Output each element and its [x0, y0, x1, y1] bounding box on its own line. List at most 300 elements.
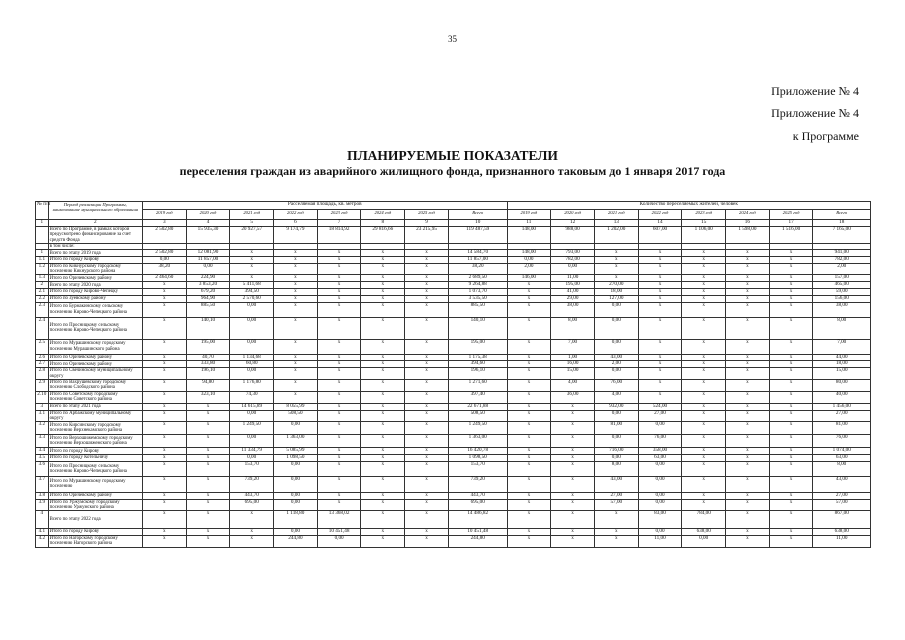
table-cell: 739,20 — [230, 476, 274, 492]
table-cell: х — [507, 368, 551, 380]
table-cell: х — [142, 295, 186, 302]
table-cell: х — [682, 302, 726, 317]
table-cell: х — [405, 361, 449, 368]
table-cell: 0,00 — [274, 499, 318, 511]
table-cell: 358,00 — [638, 448, 682, 455]
table-cell: х — [507, 529, 551, 536]
table-cell: х — [274, 275, 318, 282]
table-cell: 23 215,95 — [405, 227, 449, 244]
table-cell: х — [769, 317, 813, 339]
table-cell: х — [638, 361, 682, 368]
table-cell: х — [230, 529, 274, 536]
header-area-year-2: 2020 год — [186, 210, 230, 220]
table-cell: 11,00 — [638, 536, 682, 548]
table-cell: х — [726, 361, 770, 368]
table-cell: х — [726, 295, 770, 302]
row-number: 3.3 — [36, 435, 49, 448]
table-cell: х — [274, 257, 318, 264]
table-cell: 323,10 — [186, 391, 230, 403]
table-cell: 224,90 — [186, 275, 230, 282]
table-cell: х — [551, 410, 595, 422]
header-area-year-3: 2021 год — [230, 210, 274, 220]
table-cell: х — [142, 391, 186, 403]
header-area-year-8: Всего — [448, 210, 507, 220]
table-cell: х — [682, 391, 726, 403]
table-row — [36, 379, 871, 391]
table-cell: х — [317, 391, 361, 403]
table-cell: х — [361, 422, 405, 435]
table-cell: х — [551, 448, 595, 455]
table-cell: х — [726, 403, 770, 410]
table-row — [36, 317, 871, 339]
table-cell: 0,00 — [186, 263, 230, 275]
table-cell: х — [405, 492, 449, 499]
table-cell: 195,00 — [186, 339, 230, 354]
table-cell: 63,00 — [813, 455, 871, 462]
table-cell: х — [769, 302, 813, 317]
row-number: 3.6 — [36, 461, 49, 476]
table-cell: 60,80 — [230, 361, 274, 368]
table-cell: х — [142, 476, 186, 492]
table-cell: х — [769, 403, 813, 410]
header-people-year-2: 2020 год — [551, 210, 595, 220]
table-cell: х — [317, 263, 361, 275]
table-cell: х — [361, 368, 405, 380]
table-cell: 44,00 — [813, 354, 871, 361]
table-cell: 394,60 — [448, 361, 507, 368]
table-cell: х — [405, 250, 449, 257]
table-row — [36, 476, 871, 492]
table-cell: х — [274, 354, 318, 361]
table-cell: х — [594, 250, 638, 257]
table-cell: 0,00 — [142, 257, 186, 264]
table-row — [36, 410, 871, 422]
table-cell: х — [726, 529, 770, 536]
row-number: 2.6 — [36, 354, 49, 361]
table-cell: х — [361, 263, 405, 275]
table-cell: 638,00 — [813, 529, 871, 536]
header-people-year-3: 2021 год — [594, 210, 638, 220]
table-cell: х — [317, 448, 361, 455]
table-row — [36, 339, 871, 354]
table-cell: х — [638, 354, 682, 361]
table-cell: х — [769, 511, 813, 529]
row-number: 2.1 — [36, 289, 49, 296]
table-cell: 867,00 — [813, 511, 871, 529]
table-cell: х — [769, 448, 813, 455]
table-cell: 0,00 — [682, 536, 726, 548]
table-cell: х — [726, 455, 770, 462]
table-cell: х — [551, 422, 595, 435]
column-number: 17 — [769, 220, 813, 227]
table-cell: 0,00 — [551, 263, 595, 275]
table-cell: 1 098,50 — [448, 455, 507, 462]
table-cell: х — [638, 317, 682, 339]
table-cell: х — [769, 361, 813, 368]
table-cell: 1 271,60 — [448, 379, 507, 391]
table-cell: х — [317, 257, 361, 264]
table-cell: х — [726, 289, 770, 296]
table-cell: 27,00 — [813, 410, 871, 422]
table-cell: 156,00 — [813, 295, 871, 302]
table-cell: х — [142, 361, 186, 368]
table-cell: х — [142, 455, 186, 462]
table-cell: х — [726, 511, 770, 529]
row-number: 3.9 — [36, 499, 49, 511]
table-cell: х — [551, 455, 595, 462]
table-row — [36, 422, 871, 435]
row-name: Итого по Нагорскому городскому поселению Нагорского района — [48, 536, 142, 548]
table-cell: 29 816,66 — [361, 227, 405, 244]
table-cell: х — [507, 282, 551, 289]
table-cell: х — [317, 461, 361, 476]
table-cell: х — [274, 368, 318, 380]
table-cell: 0,00 — [594, 302, 638, 317]
table-cell: х — [682, 317, 726, 339]
table-cell: х — [142, 511, 186, 529]
table-cell: х — [274, 361, 318, 368]
table-cell: 885,50 — [448, 302, 507, 317]
table-cell: х — [682, 354, 726, 361]
table-cell: 397,40 — [448, 391, 507, 403]
table-cell: х — [361, 379, 405, 391]
row-name: Итого по городу Кирово-Чепецку — [48, 289, 142, 296]
document-title: ПЛАНИРУЕМЫЕ ПОКАЗАТЕЛИ — [347, 148, 558, 163]
table-cell: 0,00 — [274, 476, 318, 492]
table-cell: х — [682, 263, 726, 275]
table-cell: х — [507, 361, 551, 368]
table-cell: х — [551, 529, 595, 536]
indicators-table — [35, 201, 871, 548]
row-name: Итого по Оричевскому району — [48, 354, 142, 361]
page-number: 35 — [448, 34, 457, 44]
row-name: Всего по этапу 2019 года — [48, 250, 142, 257]
table-cell: 5 411,68 — [230, 282, 274, 289]
table-cell: х — [769, 492, 813, 499]
table-cell: х — [142, 422, 186, 435]
table-cell: 27,00 — [638, 410, 682, 422]
table-cell: х — [638, 302, 682, 317]
table-cell: х — [230, 257, 274, 264]
row-number: 3.7 — [36, 476, 49, 492]
table-cell: х — [142, 499, 186, 511]
table-cell: х — [638, 339, 682, 354]
table-row — [36, 536, 871, 548]
row-number: 4.1 — [36, 529, 49, 536]
row-number: 3.2 — [36, 422, 49, 435]
table-cell: 38,20 — [448, 263, 507, 275]
table-cell: х — [405, 257, 449, 264]
table-cell: 18,00 — [813, 361, 871, 368]
table-cell: 1 106,00 — [682, 227, 726, 244]
table-cell: 146,00 — [507, 275, 551, 282]
table-row — [36, 263, 871, 275]
table-cell: 14 615,89 — [230, 403, 274, 410]
table-row — [36, 435, 871, 448]
table-row — [36, 302, 871, 317]
table-cell: х — [726, 250, 770, 257]
table-cell: х — [769, 476, 813, 492]
row-name: Итого по Кикнурскому городскому поселению Кикнурского района — [48, 263, 142, 275]
table-cell: 0,00 — [230, 455, 274, 462]
table-cell: х — [405, 354, 449, 361]
table-cell: 1 363,00 — [448, 435, 507, 448]
table-cell: х — [638, 263, 682, 275]
table-cell: х — [361, 455, 405, 462]
table-cell: х — [551, 536, 595, 548]
table-cell: х — [405, 295, 449, 302]
table-cell: 244,80 — [448, 536, 507, 548]
table-cell: 524,00 — [638, 403, 682, 410]
table-cell: 0,00 — [274, 492, 318, 499]
table-cell: 57,00 — [594, 499, 638, 511]
table-cell: х — [361, 275, 405, 282]
header-people-year-7: 2025 год — [769, 210, 813, 220]
table-cell: х — [769, 536, 813, 548]
row-number: 2.10 — [36, 391, 49, 403]
table-cell: 0,00 — [638, 476, 682, 492]
table-cell: х — [361, 536, 405, 548]
table-cell: х — [507, 354, 551, 361]
table-cell: 333,80 — [186, 361, 230, 368]
table-cell: 8 055,99 — [274, 403, 318, 410]
table-cell: х — [769, 282, 813, 289]
table-cell: 18 814,92 — [317, 227, 361, 244]
table-cell: 76,00 — [594, 379, 638, 391]
table-cell: х — [274, 339, 318, 354]
table-cell: х — [682, 435, 726, 448]
table-cell: х — [317, 435, 361, 448]
table-cell: 81,00 — [813, 422, 871, 435]
table-cell: х — [682, 455, 726, 462]
table-row — [36, 511, 871, 529]
column-number: 7 — [317, 220, 361, 227]
table-cell: 679,20 — [186, 289, 230, 296]
table-cell: х — [638, 275, 682, 282]
table-cell: х — [361, 289, 405, 296]
row-name: Итого по Уржумскому городскому поселению Уржумского района — [48, 499, 142, 511]
row-name: Итого по Вахрушевскому городскому поселению Слободского района — [48, 379, 142, 391]
row-number: 2.7 — [36, 361, 49, 368]
table-cell: 1 176,80 — [230, 379, 274, 391]
table-cell: 0,00 — [230, 339, 274, 354]
table-cell: х — [361, 354, 405, 361]
table-cell: 716,00 — [594, 448, 638, 455]
table-row — [36, 368, 871, 380]
table-cell: х — [142, 529, 186, 536]
table-cell: 148,00 — [507, 250, 551, 257]
table-cell: х — [507, 391, 551, 403]
table-cell: 27,00 — [594, 492, 638, 499]
column-number: 9 — [405, 220, 449, 227]
table-cell: х — [317, 410, 361, 422]
table-cell: 4,00 — [594, 391, 638, 403]
table-cell: х — [317, 339, 361, 354]
table-cell: х — [726, 422, 770, 435]
table-cell: х — [507, 461, 551, 476]
header-area-group: Расселяемая площадь, кв. метров — [142, 202, 507, 210]
table-cell: х — [405, 529, 449, 536]
header-people-year-8: Всего — [813, 210, 871, 220]
table-cell: х — [317, 499, 361, 511]
table-cell: х — [594, 536, 638, 548]
row-name: Всего по Программе, в рамках которой предусмотрено финансирование за счет средств Фонда — [48, 227, 142, 244]
table-cell: 11 857,00 — [448, 257, 507, 264]
table-cell: х — [769, 257, 813, 264]
table-cell: х — [274, 295, 318, 302]
table-row — [36, 461, 871, 476]
table-cell: 695,00 — [230, 499, 274, 511]
column-number: 13 — [594, 220, 638, 227]
table-cell: 196,10 — [448, 368, 507, 380]
table-cell: х — [769, 391, 813, 403]
table-cell: х — [186, 492, 230, 499]
header-people-year-1: 2019 год — [507, 210, 551, 220]
table-cell: х — [142, 536, 186, 548]
header-people-group: Количество переселяемых жителей, человек — [507, 202, 870, 210]
table-cell: х — [726, 379, 770, 391]
table-cell: х — [769, 410, 813, 422]
table-cell: 0,00 — [638, 529, 682, 536]
table-cell: 8,00 — [813, 461, 871, 476]
table-row — [36, 499, 871, 511]
table-cell: 0,00 — [230, 435, 274, 448]
table-cell: х — [769, 339, 813, 354]
table-cell: х — [186, 499, 230, 511]
row-number: 2 — [36, 282, 49, 289]
table-cell: 5 085,99 — [274, 448, 318, 455]
row-name: Итого по Оричевскому району — [48, 492, 142, 499]
table-cell: 11 334,79 — [230, 448, 274, 455]
table-cell: 43,00 — [594, 354, 638, 361]
table-cell: х — [317, 354, 361, 361]
table-cell: 885,50 — [186, 302, 230, 317]
table-cell: 83,00 — [638, 511, 682, 529]
table-cell: 43,00 — [813, 476, 871, 492]
table-cell: х — [682, 368, 726, 380]
row-name: Итого по Просницкому сельскому поселению Кирово-Чепецкого района — [48, 317, 142, 339]
table-cell: х — [317, 403, 361, 410]
table-cell: 40,00 — [813, 391, 871, 403]
table-cell: 0,00 — [230, 317, 274, 339]
table-cell: 0,00 — [594, 339, 638, 354]
appendix-line-3: к Программе — [792, 129, 859, 143]
table-cell: х — [405, 263, 449, 275]
table-cell: х — [682, 257, 726, 264]
table-cell: 18,00 — [594, 289, 638, 296]
table-cell: 443,70 — [230, 492, 274, 499]
table-cell: 76,00 — [813, 435, 871, 448]
table-cell: х — [682, 275, 726, 282]
row-number: 1.2 — [36, 263, 49, 275]
column-number: 12 — [551, 220, 595, 227]
column-number: 8 — [361, 220, 405, 227]
table-cell: 443,70 — [448, 492, 507, 499]
table-cell: х — [769, 354, 813, 361]
table-cell: х — [186, 422, 230, 435]
table-cell: х — [317, 289, 361, 296]
table-row — [36, 227, 871, 244]
table-cell: 14 486,82 — [448, 511, 507, 529]
table-cell: х — [507, 317, 551, 339]
table-cell: х — [317, 302, 361, 317]
row-name: Итого по Мурашинскому городскому поселению Мурашинского района — [48, 339, 142, 354]
table-cell: х — [551, 403, 595, 410]
column-number: 5 — [230, 220, 274, 227]
table-cell: х — [507, 511, 551, 529]
header-area-year-6: 2024 год — [361, 210, 405, 220]
table-cell: 11 857,00 — [186, 257, 230, 264]
table-cell: 1 249,50 — [230, 422, 274, 435]
table-cell: х — [361, 529, 405, 536]
table-cell: 1 516,00 — [769, 227, 813, 244]
row-name: Всего по этапу 2021 года — [48, 403, 142, 410]
table-cell: х — [769, 250, 813, 257]
table-cell: 784,00 — [682, 511, 726, 529]
table-cell: х — [726, 448, 770, 455]
table-cell: х — [142, 461, 186, 476]
header-people-year-4: 2022 год — [638, 210, 682, 220]
table-cell: х — [507, 379, 551, 391]
table-cell: х — [682, 499, 726, 511]
table-cell: х — [361, 461, 405, 476]
column-number: 14 — [638, 220, 682, 227]
table-cell: 3 535,50 — [448, 295, 507, 302]
table-cell: 0,00 — [274, 422, 318, 435]
table-cell: 2,00 — [813, 263, 871, 275]
row-name: Итого по Верхошижемскому городскому поселению Верхошижемского района — [48, 435, 142, 448]
table-cell: х — [361, 448, 405, 455]
table-cell: х — [594, 263, 638, 275]
table-cell: х — [769, 368, 813, 380]
row-number: 4 — [36, 511, 49, 529]
table-cell: х — [726, 257, 770, 264]
table-cell: х — [638, 295, 682, 302]
table-cell: х — [361, 361, 405, 368]
table-cell: 38,00 — [813, 302, 871, 317]
table-cell: х — [361, 476, 405, 492]
row-name: Всего по этапу 2022 года — [48, 511, 142, 529]
table-cell: 140,10 — [448, 317, 507, 339]
table-cell: х — [405, 289, 449, 296]
table-cell: х — [551, 476, 595, 492]
row-name: Итого по городу Котельничу — [48, 455, 142, 462]
table-cell: 3 853,20 — [186, 282, 230, 289]
header-name: Период реализации Программы, наименование муниципального образования — [48, 202, 142, 220]
table-cell: х — [769, 289, 813, 296]
table-cell: х — [142, 368, 186, 380]
table-cell: х — [405, 410, 449, 422]
row-name: Итого по Просницкому сельскому поселению Кирово-Чепецкого района — [48, 461, 142, 476]
table-cell: 15,00 — [551, 368, 595, 380]
table-cell: х — [142, 492, 186, 499]
column-number: 11 — [507, 220, 551, 227]
table-cell: 739,20 — [448, 476, 507, 492]
table-cell: х — [594, 275, 638, 282]
table-cell: х — [317, 368, 361, 380]
table-cell: х — [638, 257, 682, 264]
table-cell: 157,00 — [813, 275, 871, 282]
table-cell: х — [186, 448, 230, 455]
table-cell: х — [405, 379, 449, 391]
table-cell: 1 456,00 — [813, 403, 871, 410]
table-cell: 195,00 — [448, 339, 507, 354]
table-cell: 2,00 — [594, 361, 638, 368]
table-cell: х — [726, 368, 770, 380]
table-cell: 0,00 — [230, 410, 274, 422]
table-cell: х — [682, 461, 726, 476]
table-cell: 119 487,59 — [448, 227, 507, 244]
